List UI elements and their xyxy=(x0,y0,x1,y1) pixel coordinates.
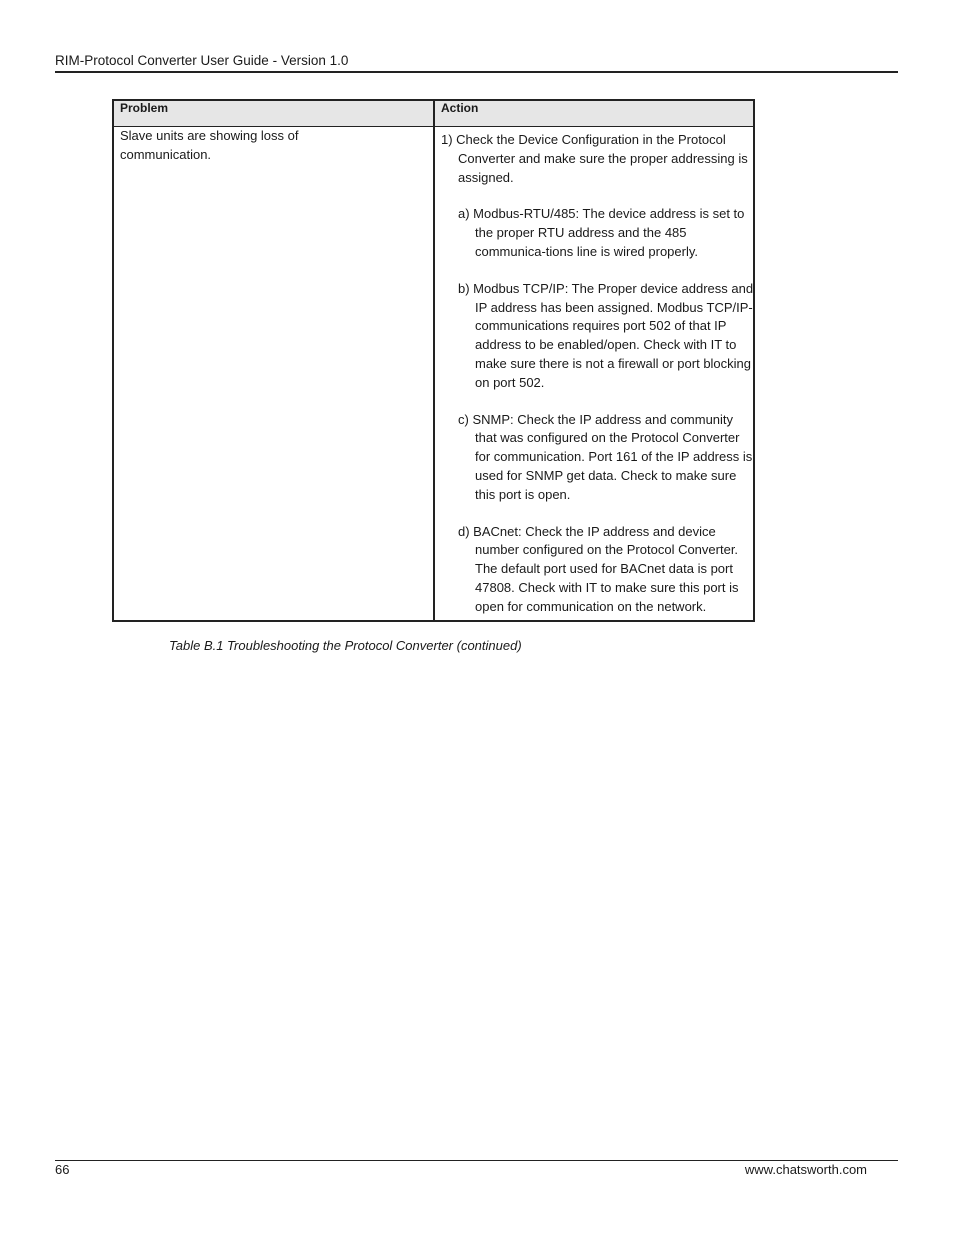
column-header-problem: Problem xyxy=(120,101,169,115)
header-rule xyxy=(55,71,898,73)
footer-url: www.chatsworth.com xyxy=(744,1162,867,1177)
troubleshooting-table xyxy=(112,99,755,622)
problem-cell: Slave units are showing loss of communication. xyxy=(120,128,299,162)
action-subitem-bacnet: d) BACnet: Check the IP address and device number configured on the Protocol Converter. The default port used for BACnet data is port 47808. Check with IT to make sure this port is open for communication on the network. xyxy=(458,523,739,614)
column-header-action: Action xyxy=(441,101,479,115)
action-step: 1) Check the Device Configuration in the Protocol Converter and make sure the proper addressing is assigned. xyxy=(441,132,748,185)
footer-rule xyxy=(55,1160,898,1161)
action-cell xyxy=(441,131,755,617)
action-subitem-modbus-rtu: a) Modbus-RTU/485: The device address is set to the proper RTU address and the 485 communica-tions line is wired properly. xyxy=(458,206,745,259)
page-number: 66 xyxy=(55,1162,70,1177)
column-divider xyxy=(433,101,435,620)
table-caption: Table B.1 Troubleshooting the Protocol Converter (continued) xyxy=(169,638,522,653)
action-subitem-snmp: c) SNMP: Check the IP address and community that was configured on the Protocol Converter for communication. Port 161 of the IP address is used for SNMP get data. Check to make sure this port is open. xyxy=(458,411,753,502)
running-header: RIM-Protocol Converter User Guide - Version 1.0 xyxy=(55,53,349,68)
action-subitem-modbus-tcp: b) Modbus TCP/IP: The Proper device address and IP address has been assigned. Modbus TCP/IP-communications requires port 502 of that IP address to be enabled/open. Check with IT to make sure there is not a firewall or port blocking on port 502. xyxy=(458,280,754,390)
